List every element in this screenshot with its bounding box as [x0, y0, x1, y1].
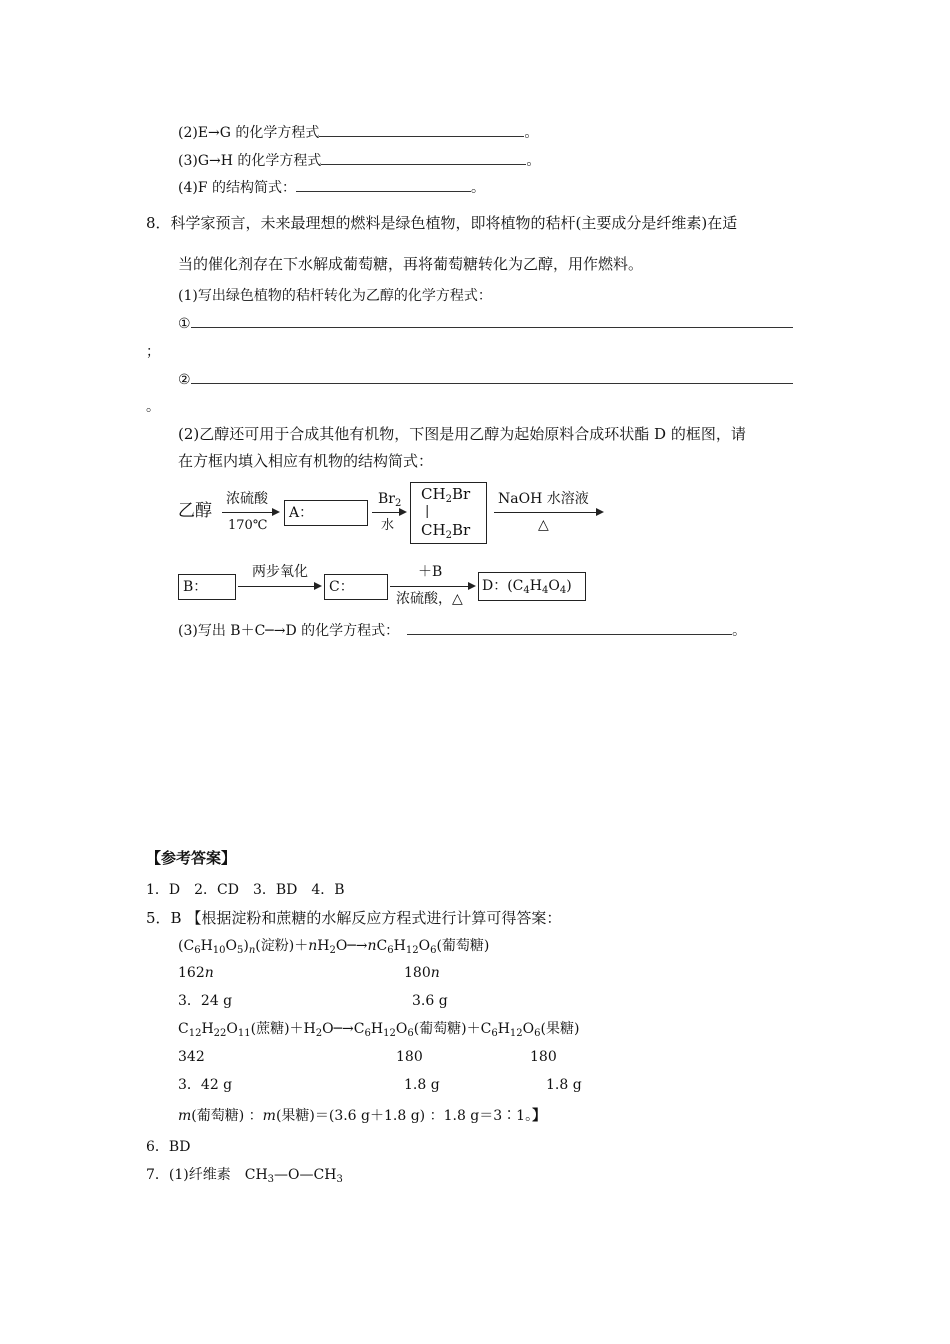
semicolon: ；	[146, 344, 160, 360]
r2-bottom	[381, 517, 394, 535]
bond-line: |	[425, 504, 430, 519]
d-sub-1: 4	[523, 585, 530, 596]
q7-3-text: (3)G→H 的化学方程式	[178, 153, 322, 169]
q8-part2-text-1: (2)乙醇还可用于合成其他有机物，下图是用乙醇为起始原料合成环状酯 D 的框图，请	[178, 425, 746, 443]
r4-top	[252, 563, 308, 581]
q8-semicolon	[146, 342, 160, 362]
r4-arrow-head-icon	[314, 582, 322, 590]
ethanol-label: 乙醇	[178, 501, 212, 521]
answers-eq1-value-1	[178, 991, 232, 1011]
q8-part2-text-2: 在方框内填入相应有机物的结构简式：	[178, 452, 434, 470]
r5-bottom	[396, 590, 463, 608]
r1-arrow-line	[222, 512, 274, 513]
q8-part-3	[178, 620, 746, 641]
box-c[interactable]	[324, 574, 388, 600]
q8-number: 8．	[146, 214, 171, 232]
answers-eq2-mass-2	[396, 1047, 423, 1067]
answers-line-5	[146, 908, 561, 928]
eq2-v3-text: 1.8 g	[546, 1077, 582, 1093]
eq2-v2-text: 1.8 g	[404, 1077, 440, 1093]
answers-eq1-mass-1: 162n	[178, 965, 214, 981]
answers-ratio: m(葡萄糖) ：m(果糖)＝(3.6 g＋1.8 g) ：1.8 g＝3∶1。】	[178, 1108, 547, 1124]
br-text: Br	[451, 521, 471, 539]
box-a[interactable]	[284, 500, 368, 526]
r5-arrow-head-icon	[468, 582, 476, 590]
box-b-label: B：	[183, 579, 208, 595]
r4-arrow-line	[238, 586, 316, 587]
r4-top-text: 两步氧化	[252, 564, 308, 580]
circled-1: ①	[178, 316, 191, 332]
answers-heading	[146, 848, 236, 868]
r3-top-text: NaOH 水溶液	[498, 491, 589, 507]
r1-top-text: 浓硫酸	[226, 491, 268, 507]
circled-2: ②	[178, 372, 191, 388]
answers-line-1	[146, 880, 345, 900]
box-b[interactable]	[178, 574, 236, 600]
answers-eq2-value-1	[178, 1075, 232, 1095]
q8-part-1	[178, 286, 492, 306]
d-sub-3: 4	[559, 585, 567, 596]
period: 。	[524, 125, 539, 141]
period: 。	[732, 623, 747, 639]
eq1-value-1-text: 3．24 g	[178, 993, 233, 1009]
dibromo-top-line	[421, 485, 470, 503]
r5-top-text: ＋B	[418, 564, 443, 580]
answers-eq2: $C_{12}H_{22}O_{11}$(蔗糖)$+H_2O─\to C_6H_{12}O_6$(葡萄糖)$+C_6H_{12}O_6$(果糖)	[178, 1021, 580, 1039]
q8-blank-1[interactable]	[191, 313, 793, 328]
q8-answer-line-2	[178, 369, 793, 390]
box-a-label: A：	[289, 505, 314, 521]
answers-line-5-text: 5．B 【根据淀粉和蔗糖的水解反应方程式进行计算可得答案：	[146, 909, 562, 927]
q8-part3-text: (3)写出 B＋C─→D 的化学方程式：	[178, 623, 400, 639]
r1-bottom	[228, 517, 267, 535]
q8-part3-blank[interactable]	[407, 620, 732, 635]
d-sub-2: 4	[542, 585, 549, 596]
q7-3-blank[interactable]	[321, 150, 526, 165]
answers-eq1: $(C_6H_{10}O_5)_n$(淀粉)$+nH_2O─\to nC_6H_{12}O_6$(葡萄糖)	[178, 938, 490, 956]
d-h: H	[529, 578, 542, 594]
eq1-value-2-text: 3.6 g	[412, 993, 448, 1009]
scheme-start-ethanol	[178, 502, 212, 520]
answers-eq2-mass-3	[530, 1047, 557, 1067]
r2-bottom-text: 水	[381, 518, 395, 533]
r2-top-sub: 2	[394, 498, 402, 509]
r2-top	[378, 490, 401, 508]
r1-arrow-head-icon	[272, 508, 280, 516]
q8-answer-line-1	[178, 313, 793, 334]
answers-line-7: 7．(1)纤维素 $CH_3—O—CH_3$	[146, 1167, 343, 1185]
answers-eq1-mass-2: 180n	[404, 965, 440, 981]
d-suffix: )	[566, 578, 572, 594]
ch-text: CH	[421, 485, 446, 503]
r3-bottom	[538, 516, 549, 534]
q7-line-2	[178, 122, 538, 143]
q8-blank-2[interactable]	[191, 369, 793, 384]
answers-eq1-value-2	[412, 991, 448, 1011]
answers-line-1-text: 1．D 2．CD 3．BD 4．B	[146, 882, 345, 898]
r5-bottom-text: 浓硫酸，△	[396, 591, 463, 607]
answers-line-6	[146, 1137, 190, 1157]
d-prefix: D：(C	[482, 578, 524, 594]
r5-arrow-line	[390, 586, 470, 587]
r1-top	[226, 490, 268, 508]
eq2-v1-text: 3．42 g	[178, 1077, 233, 1093]
answers-eq2-value-3	[546, 1075, 582, 1095]
q7-4-text: (4)F 的结构简式：	[178, 180, 296, 196]
q7-line-4	[178, 177, 485, 198]
period: 。	[471, 180, 485, 196]
box-d	[478, 572, 586, 601]
sub-2: 2	[445, 530, 452, 541]
q8-stem-text-1: 科学家预言，未来最理想的燃料是绿色植物，即将植物的秸杆(主要成分是纤维素)在适	[170, 214, 738, 232]
q7-4-blank[interactable]	[296, 177, 471, 192]
r3-bottom-text: △	[538, 517, 549, 533]
q7-2-blank[interactable]	[319, 122, 524, 137]
r2-top-text: Br	[378, 491, 395, 507]
answers-eq2-mass-1	[178, 1047, 205, 1067]
dibromo-bottom-line	[421, 521, 470, 539]
answers-eq2-value-2	[404, 1075, 440, 1095]
eq2-m1-text: 342	[178, 1049, 205, 1065]
q7-line-3	[178, 150, 540, 171]
r5-top	[418, 563, 442, 581]
r3-arrow-line	[494, 512, 598, 513]
dibromoethane-box	[410, 482, 487, 544]
period: 。	[526, 153, 541, 169]
ch-text: CH	[421, 521, 446, 539]
r3-arrow-head-icon	[596, 508, 604, 516]
r3-top	[498, 490, 589, 508]
q8-stem-text-2: 当的催化剂存在下水解成葡萄糖，再将葡萄糖转化为乙醇，用作燃料。	[178, 255, 644, 273]
q8-period	[146, 397, 160, 417]
period: 。	[146, 399, 160, 415]
q7-2-text: (2)E→G 的化学方程式	[178, 125, 320, 141]
eq2-m2-text: 180	[396, 1049, 423, 1065]
br-text: Br	[451, 485, 471, 503]
box-d-formula	[482, 577, 572, 595]
q8-stem-2	[178, 254, 643, 274]
q8-part-2-line-2	[178, 451, 433, 471]
eq2-m3-text: 180	[530, 1049, 557, 1065]
sub-2: 2	[445, 494, 452, 505]
q8-part1-text: (1)写出绿色植物的秸杆转化为乙醇的化学方程式：	[178, 288, 492, 304]
r2-arrow-line	[372, 512, 400, 513]
r2-arrow-head-icon	[399, 508, 407, 516]
r1-bottom-text: 170℃	[228, 518, 268, 533]
q8-stem-1	[146, 213, 737, 233]
d-o: O	[548, 578, 560, 594]
box-c-label: C：	[329, 579, 354, 595]
answers-heading-text: 【参考答案】	[146, 849, 237, 867]
answers-line-6-text: 6．BD	[146, 1139, 191, 1155]
q8-part-2-line-1	[178, 424, 746, 444]
